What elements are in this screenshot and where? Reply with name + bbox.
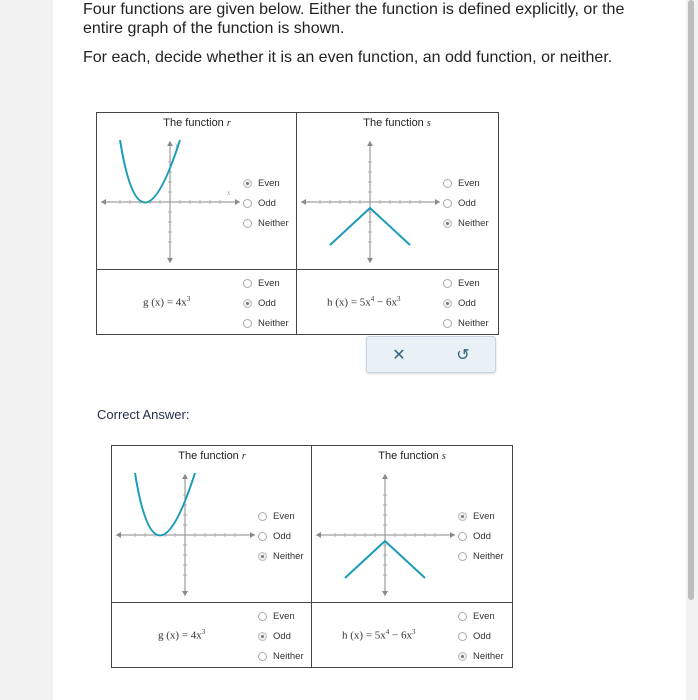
graph-r-options (243, 173, 289, 233)
formula-g-options (243, 273, 289, 333)
radio-button (458, 632, 467, 641)
formula-g-cell (97, 270, 297, 334)
option-even: Even (258, 506, 304, 526)
option-neither[interactable]: Neither (243, 213, 289, 233)
graph-s-title: The function s (363, 117, 431, 129)
radio-button (258, 532, 267, 541)
y-axis-label: y (175, 141, 179, 149)
radio-button[interactable] (443, 279, 452, 288)
radio-button[interactable] (443, 199, 452, 208)
correct-graph-r-cell (112, 446, 312, 602)
correct-graph-r-options (258, 506, 304, 566)
parabola-curve (120, 140, 180, 203)
radio-button[interactable] (443, 179, 452, 188)
option-even[interactable]: Even (243, 173, 289, 193)
radio-button[interactable] (243, 279, 252, 288)
radio-button[interactable] (243, 319, 252, 328)
option-even: Even (458, 506, 504, 526)
option-neither: Neither (258, 646, 304, 666)
graph-s-options (443, 173, 489, 233)
option-neither: Neither (458, 546, 504, 566)
correct-graph-r-plot (112, 468, 262, 598)
correct-formula-h: h $(x) = 5x^4 - 6x^3$ (342, 628, 416, 642)
option-neither[interactable]: Neither (443, 213, 489, 233)
radio-button[interactable] (243, 199, 252, 208)
formula-h-cell (297, 270, 498, 334)
formula-h-options (443, 273, 489, 333)
correct-formula-h-options (458, 606, 504, 666)
option-neither: Neither (258, 546, 304, 566)
radio-button (258, 632, 267, 641)
option-odd[interactable]: Odd (443, 193, 489, 213)
graph-s-plot (297, 135, 447, 265)
correct-formula-g: g $(x) = 4x^3$ (158, 628, 206, 642)
option-odd[interactable]: Odd (443, 293, 489, 313)
option-odd[interactable]: Odd (243, 293, 289, 313)
radio-button (258, 512, 267, 521)
radio-button (258, 552, 267, 561)
radio-button[interactable] (443, 219, 452, 228)
radio-button (458, 532, 467, 541)
radio-button (458, 552, 467, 561)
graph-s-cell (297, 113, 498, 269)
graph-r-cell (97, 113, 297, 269)
formula-h: h $(x) = 5x^4 - 6x^3$ (327, 295, 401, 309)
radio-button (458, 612, 467, 621)
undo-icon: ↺ (456, 346, 470, 364)
option-odd: Odd (458, 626, 504, 646)
correct-graph-s-cell (312, 446, 512, 602)
option-odd: Odd (458, 526, 504, 546)
option-even: Even (458, 606, 504, 626)
clear-button[interactable] (367, 337, 431, 372)
correct-formula-g-options (258, 606, 304, 666)
correct-graph-s-title: The function s (378, 450, 446, 462)
prompt-line-2: entire graph of the function is shown. (83, 20, 345, 37)
scrollbar[interactable] (688, 0, 694, 600)
option-neither: Neither (458, 646, 504, 666)
radio-button (258, 612, 267, 621)
answer-button-bar (366, 336, 496, 373)
option-neither[interactable]: Neither (443, 313, 489, 333)
correct-answer-label: Correct Answer: (97, 407, 190, 422)
undo-button[interactable] (431, 337, 495, 372)
answer-grid (96, 112, 499, 335)
formula-g: g $(x) = 4x^3$ (143, 295, 191, 309)
radio-button (258, 652, 267, 661)
close-icon: ✕ (392, 346, 406, 364)
radio-button[interactable] (443, 319, 452, 328)
radio-button[interactable] (243, 299, 252, 308)
option-odd: Odd (258, 626, 304, 646)
option-even[interactable]: Even (243, 273, 289, 293)
x-axis-label: x (227, 189, 231, 197)
prompt-line-3: For each, decide whether it is an even function, an odd function, or neither. (83, 49, 613, 66)
correct-formula-g-cell (112, 603, 312, 667)
option-even: Even (258, 606, 304, 626)
prompt-line-1: Four functions are given below. Either the function is defined explicitly, or the (83, 1, 625, 18)
correct-grid (111, 445, 513, 668)
radio-button[interactable] (243, 179, 252, 188)
option-neither[interactable]: Neither (243, 313, 289, 333)
option-odd[interactable]: Odd (243, 193, 289, 213)
option-even[interactable]: Even (443, 173, 489, 193)
radio-button[interactable] (243, 219, 252, 228)
correct-graph-r-title: The function r (178, 450, 246, 462)
option-odd: Odd (258, 526, 304, 546)
radio-button (458, 652, 467, 661)
graph-r-plot (97, 135, 247, 265)
correct-graph-s-plot (312, 468, 462, 598)
radio-button (458, 512, 467, 521)
graph-r-title: The function r (163, 117, 231, 129)
correct-formula-h-cell (312, 603, 512, 667)
parabola-curve (135, 473, 195, 536)
correct-graph-s-options (458, 506, 504, 566)
option-even[interactable]: Even (443, 273, 489, 293)
radio-button[interactable] (443, 299, 452, 308)
